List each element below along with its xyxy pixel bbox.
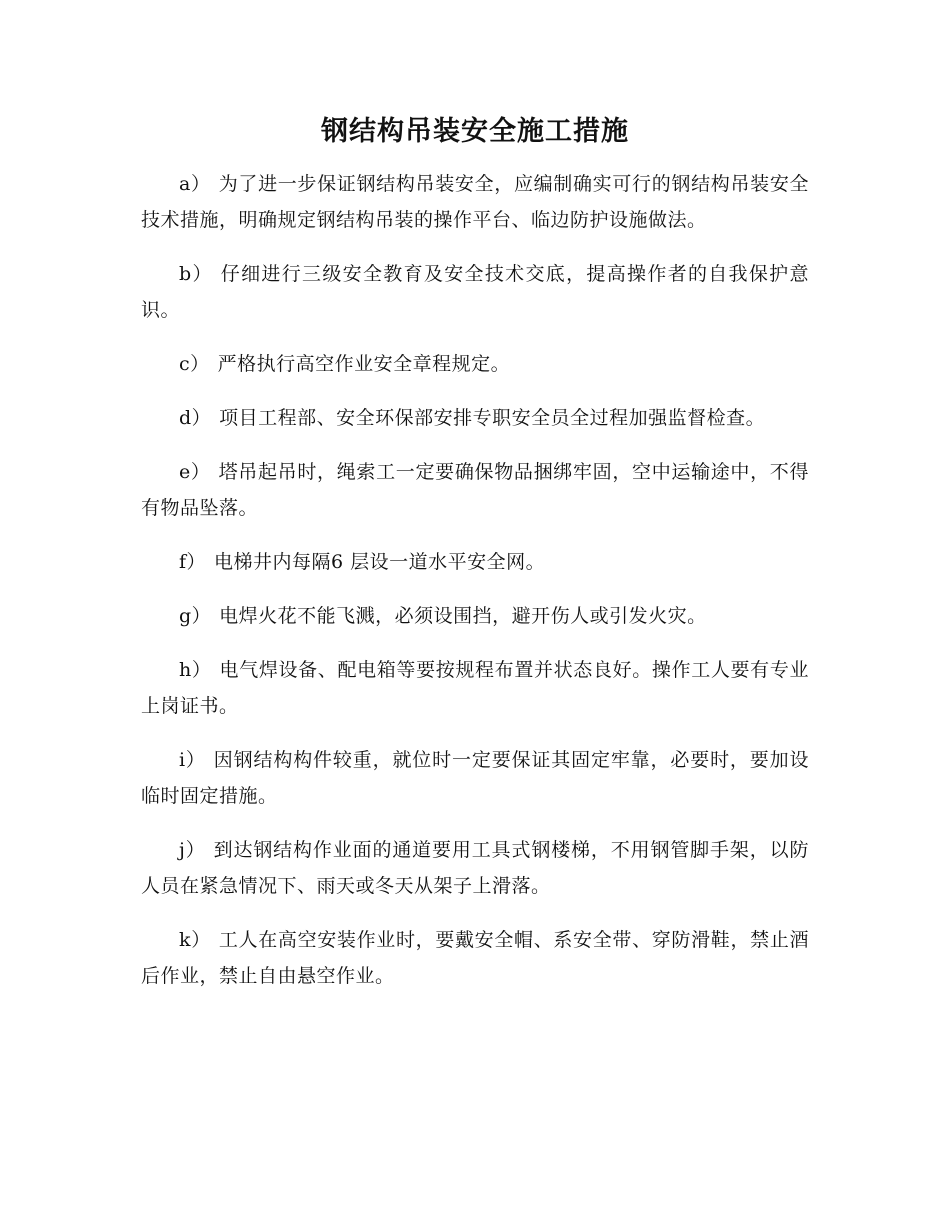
paragraph-marker: g） <box>179 605 212 627</box>
paragraph-marker: c） <box>179 353 210 375</box>
document-title: 钢结构吊装安全施工措施 <box>321 116 629 147</box>
paragraph-text: 到达钢结构作业面的通道要用工具式钢楼梯，不用钢管脚手架，以防人员在紧急情况下、雨天或冬天从架子上滑落。 <box>141 839 809 897</box>
paragraph-marker: d） <box>179 407 212 429</box>
document-body <box>141 166 809 1012</box>
paragraph-b <box>141 256 809 328</box>
paragraph-a <box>141 166 809 238</box>
paragraph-f <box>141 544 809 580</box>
paragraph-text: 严格执行高空作业安全章程规定。 <box>217 353 511 375</box>
paragraph-d <box>141 400 809 436</box>
paragraph-j <box>141 832 809 904</box>
paragraph-text: 因钢结构构件较重，就位时一定要保证其固定牢靠，必要时，要加设临时固定措施。 <box>141 749 809 807</box>
paragraph-marker: b） <box>179 263 213 285</box>
paragraph-marker: h） <box>179 659 212 681</box>
paragraph-e <box>141 454 809 526</box>
paragraph-g <box>141 598 809 634</box>
paragraph-marker: f） <box>179 551 207 573</box>
paragraph-marker: a） <box>179 173 211 195</box>
paragraph-h <box>141 652 809 724</box>
paragraph-marker: i） <box>179 749 206 771</box>
paragraph-text: 仔细进行三级安全教育及安全技术交底，提高操作者的自我保护意识。 <box>141 263 809 321</box>
paragraph-marker: k） <box>179 929 211 951</box>
paragraph-k <box>141 922 809 994</box>
paragraph-text: 电气焊设备、配电箱等要按规程布置并状态良好。操作工人要有专业上岗证书。 <box>141 659 809 717</box>
paragraph-c <box>141 346 809 382</box>
paragraph-text: 为了进一步保证钢结构吊装安全，应编制确实可行的钢结构吊装安全技术措施，明确规定钢结构吊装的操作平台、临边防护设施做法。 <box>141 173 809 231</box>
paragraph-marker: e） <box>179 461 211 483</box>
paragraph-marker: j） <box>179 839 206 861</box>
paragraph-text: 项目工程部、安全环保部安排专职安全员全过程加强监督检查。 <box>219 407 766 429</box>
paragraph-text: 工人在高空安装作业时，要戴安全帽、系安全带、穿防滑鞋，禁止酒后作业，禁止自由悬空作业。 <box>141 929 809 987</box>
paragraph-text: 电梯井内每隔6 层设一道水平安全网。 <box>214 551 546 573</box>
paragraph-i <box>141 742 809 814</box>
paragraph-text: 电焊火花不能飞溅，必须设围挡，避开伤人或引发火灾。 <box>219 605 707 627</box>
paragraph-text: 塔吊起吊时，绳索工一定要确保物品捆绑牢固，空中运输途中，不得有物品坠落。 <box>141 461 809 519</box>
